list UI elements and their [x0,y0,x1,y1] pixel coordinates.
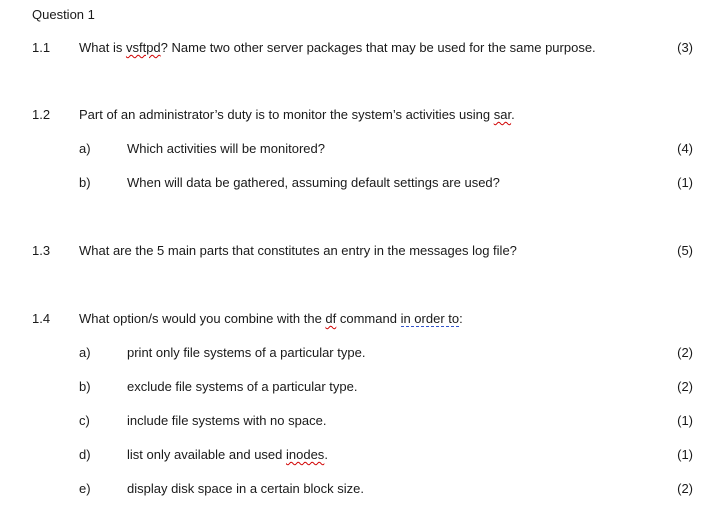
marks-1-4-a: (2) [677,345,693,360]
question-text-part: Part of an administrator’s duty is to monitor the system’s activities using [79,107,494,122]
question-text-part: . [511,107,515,122]
marks-1-3: (5) [677,243,693,258]
question-number-1-4: 1.4 [32,311,51,326]
grammar-flag-in-order-to: in order to [400,311,460,326]
part-text-1-4-b: exclude file systems of a particular type. [127,379,358,394]
part-text-1-2-a: Which activities will be monitored? [127,141,325,156]
part-label-1-4-d: d) [79,447,91,462]
part-label-1-4-b: b) [79,379,91,394]
question-text-part: What is [79,40,126,55]
question-text-part: ? Name two other server packages that may be used for the same purpose. [160,40,596,55]
spelling-flag-df: df [325,311,337,326]
question-number-1-3: 1.3 [32,243,51,258]
question-text-1-4 [79,311,463,327]
part-label-1-4-c: c) [79,413,90,428]
part-text-segment: . [324,447,328,462]
part-label-1-4-e: e) [79,481,91,496]
spelling-flag-sar: sar [493,107,512,122]
part-label-1-2-b: b) [79,175,91,190]
marks-1-1: (3) [677,40,693,55]
marks-1-2-a: (4) [677,141,693,156]
part-text-1-4-a: print only file systems of a particular type. [127,345,366,360]
part-text-1-4-e: display disk space in a certain block size. [127,481,365,496]
marks-1-4-d: (1) [677,447,693,462]
page-title: Question 1 [32,7,95,22]
question-text-1-3: What are the 5 main parts that constitutes an entry in the messages log file? [79,243,517,258]
question-number-1-1: 1.1 [32,40,51,55]
part-label-1-4-a: a) [79,345,91,360]
part-text-1-4-d [127,447,328,463]
question-text-part: command [336,311,401,326]
question-text-1-1 [79,40,596,56]
part-text-1-2-b: When will data be gathered, assuming default settings are used? [127,175,500,190]
marks-1-4-b: (2) [677,379,693,394]
part-label-1-2-a: a) [79,141,91,156]
spelling-flag-vsftpd: vsftpd [125,40,161,55]
marks-1-2-b: (1) [677,175,693,190]
question-text-part: : [459,311,463,326]
question-text-1-2 [79,107,515,123]
marks-1-4-c: (1) [677,413,693,428]
part-text-1-4-c: include file systems with no space. [127,413,327,428]
question-text-part: What option/s would you combine with the [79,311,326,326]
spelling-flag-inodes: inodes [286,447,325,462]
marks-1-4-e: (2) [677,481,693,496]
part-text-segment: list only available and used [127,447,286,462]
question-number-1-2: 1.2 [32,107,51,122]
